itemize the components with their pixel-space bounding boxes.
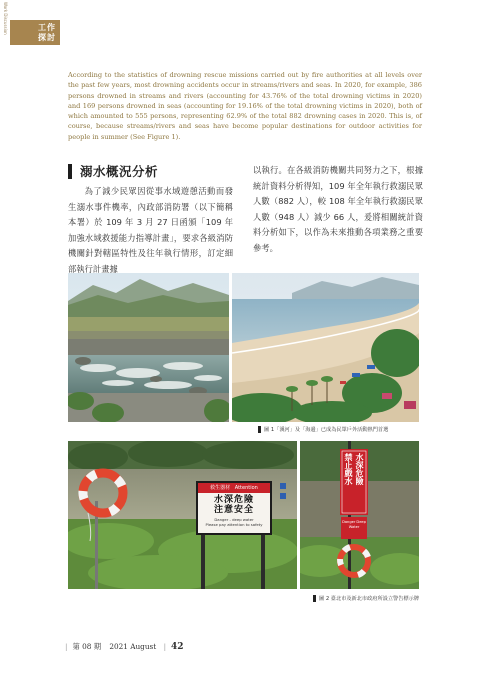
section-tab-box [10, 20, 60, 45]
page-number: 42 [171, 642, 184, 652]
section-tab-line1: 工作 [38, 23, 56, 32]
vertical-sign-col2: 禁止戲水 [344, 453, 353, 485]
footer-issue: 第 08 期 [72, 642, 101, 651]
footer-date: 2021 August [109, 642, 157, 651]
caption-marker [258, 426, 261, 433]
figure1-caption [258, 426, 388, 433]
sign-line-en2: Please pay attention to safety [205, 522, 263, 527]
photo-warning-sign-riverbank [68, 441, 297, 589]
caption-marker [313, 595, 316, 602]
page-footer [60, 641, 184, 653]
vertical-sign-col1: 水深危險 [355, 453, 364, 485]
section-heading: 溺水概況分析 [68, 164, 158, 179]
section-tab-english: Work Discussion [3, 2, 8, 35]
section-tab [0, 0, 60, 50]
vertical-sign-text [342, 453, 366, 511]
photo-river-rapids [68, 273, 229, 422]
footer-separator: | [65, 642, 68, 651]
body-text-left-column: 為了減少民眾因從事水域遊憩活動而發生溺水事件機率，內政部消防署（以下簡稱本署）於 109 年 3 月 27 日函頒「109 年加強水域救援能力指導計畫」，要求各級消防機關針對轄區特性及往年執行情形，訂定細部執行計畫據 [68, 186, 233, 274]
sign-line-en1: Danger - deep water [214, 517, 254, 522]
sign-line-water-deep: 水深危險 [213, 495, 254, 505]
photo-beach [232, 273, 419, 422]
photo-warning-sign-vertical [300, 441, 419, 589]
english-abstract: According to the statistics of drowning rescue missions carried out by fire authorities at all levels over the past few years, most drowning accidents occur in streams/rivers and seas. In 2020, for example, 386 persons drowned in streams and rivers (accounting for 43.76% of the total drowning victims in 2020) and 169 persons drowned in seas (accounting for 19.16% of the total drowning victims in 2020), both of which amounted to 555 persons, representing 62.9% of the total 882 drowning cases in 2020. This is, of course, because streams/rivers and seas have become popular destinations for outdoor activities for people in summer (See Figure 1). [68, 71, 422, 141]
sign-line-safety: 注意安全 [213, 505, 254, 515]
section-tab-line2: 探討 [38, 33, 56, 42]
riverbank-sign [198, 483, 270, 533]
sign-header-zh: 救生器材 [210, 485, 231, 491]
figure2-caption [313, 595, 419, 602]
figure2-caption-text: 圖 2 臺北市及新北市政府所設立警告標示牌 [319, 596, 419, 602]
vertical-sign-english: Danger Deep Water [342, 520, 366, 529]
footer-separator: | [163, 642, 167, 651]
sign-header-en: Attention [234, 485, 258, 491]
figure1-caption-text: 圖 1「溪河」及「海邊」已成為民眾戶外活動熱門首選 [264, 427, 389, 433]
body-text-right-column: 以執行。在各級消防機關共同努力之下，根據統計資料分析得知，109 年全年執行救溺民眾人數（882 人），較 108 年全年執行救溺民眾人數（948 人）減少 66 人，爰將相關統計資料分析如下，以作為未來推動各項業務之重要參考。 [253, 165, 423, 253]
